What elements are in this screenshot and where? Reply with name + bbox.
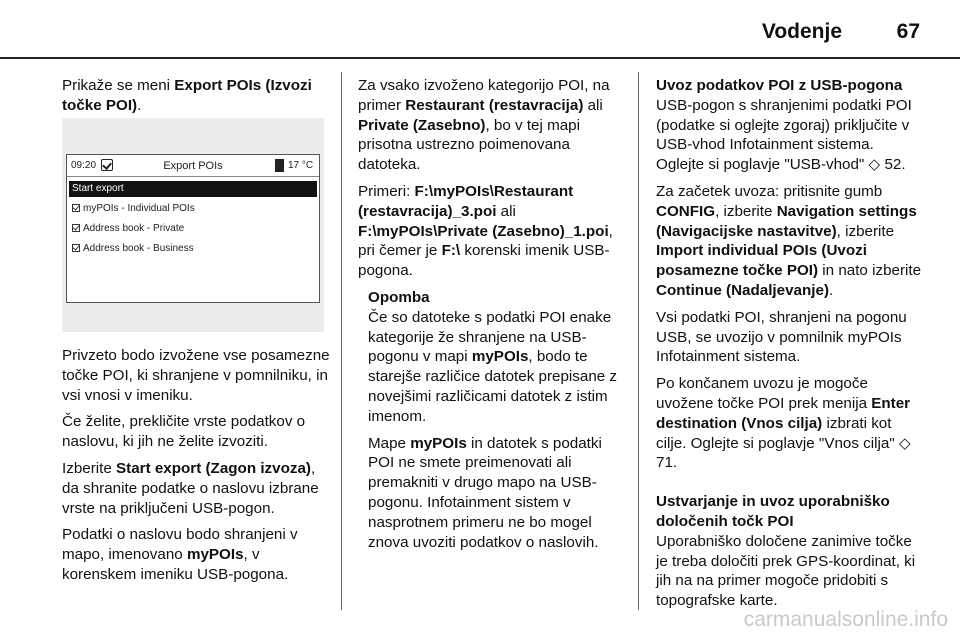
menu-item-label: myPOIs - Individual POIs [83,203,195,214]
column-divider [341,72,342,610]
button-name: CONFIG [656,202,716,220]
column-1-body [62,346,330,592]
paragraph [656,182,926,301]
screen-image [62,118,324,332]
menu-item-address-business[interactable] [69,241,317,257]
file-path: F:\myPOIs\Private (Zasebno)_1.poi [358,222,609,240]
text: izbrati kot cilje. Oglejte si poglavje "Vnos cilja" [656,414,899,452]
text: ali [583,96,603,114]
header-rule [0,57,960,59]
page-reference-link[interactable]: ◇ 71. [656,434,911,472]
paragraph [62,525,330,584]
text: , izberite [715,202,777,220]
menu-name: Continue (Nadaljevanje) [656,281,829,299]
category-name: Private (Zasebno) [358,116,486,134]
page-reference-link[interactable]: ◇ 52. [868,156,906,174]
screen-title: Export POIs [163,160,223,172]
text: Izberite [62,459,117,477]
menu-name: Enter destination (Vnos cilja) [656,394,911,432]
command-name: Start export (Zagon izvoza) [116,459,311,477]
text: . [137,96,142,114]
paragraph [656,374,926,473]
column-3 [656,76,926,618]
paragraph [358,76,624,175]
paragraph [62,459,330,518]
paragraph: Uporabniško določene zanimive točke je treba določiti prek GPS-koordinat, ki jih na na primer mogoče pridobiti s topografske karte. [656,532,916,610]
menu-item-mypois[interactable] [69,201,317,217]
checkbox-icon[interactable] [72,224,80,232]
checkbox-icon[interactable] [72,244,80,252]
text: Za vsako izvoženo kategorijo POI, na primer [358,77,610,114]
infotainment-screen [66,154,320,303]
text: in nato izberite [818,262,922,280]
text: , izberite [836,222,895,240]
text: , pri čemer je [358,222,613,260]
note-paragraph [368,434,624,553]
text: korenski imenik USB-pogona. [358,242,610,280]
menu-item-label: Start export [72,183,124,194]
paragraph: Če želite, prekličite vrste podatkov o naslovu, ki jih ne želite izvoziti. [62,413,306,451]
paragraph: Privzeto bodo izvožene vse posamezne točke POI, ki shranjene v pomnilniku, in vsi vnosi v imeniku. [62,347,330,404]
text: , da shranite podatke o naslovu izbrane vrste na priključeni USB-pogon. [62,459,319,517]
watermark: carmanualsonline.info [743,608,948,631]
menu-item-label: Address book - Business [83,243,194,254]
text: Primeri: [358,182,415,200]
menu-name: Import individual POIs (Uvozi posamezne točke POI) [656,242,867,280]
text: Če so datoteke s podatki POI enake kategorije že shranjene na USB-pogonu v mapi [368,308,612,366]
column-1 [62,76,330,123]
page-section-title: Vodenje [761,20,842,43]
note-title: Opomba [368,288,430,306]
text: , v korenskem imeniku USB-pogona. [62,546,289,583]
menu-item-start-export[interactable] [69,181,317,197]
text: ali [496,202,516,220]
text: Mape [368,434,411,452]
thermometer-icon [275,159,284,172]
category-name: Restaurant (restavracija) [405,96,584,114]
folder-name: myPOIs [471,348,529,366]
text: . [829,281,834,299]
folder-name: myPOIs [186,546,244,564]
menu-name: Export POIs (Izvozi točke POI) [62,77,312,114]
text: , bo v tej mapi prisotna ustrezno poimenovana datoteka. [358,116,580,174]
text: USB-pogon s shranjenimi podatki POI (podatke si oglejte zgoraj) priključite v USB-vhod Infotainment sistema. Oglejte si poglavje "USB-vhod" [656,96,912,174]
file-path: F:\myPOIs\Restaurant (restavracija)_3.poi [358,182,574,220]
menu-item-label: Address book - Private [83,223,185,234]
column-2 [358,76,624,559]
spacer [656,480,926,492]
screen-status-bar [67,155,319,177]
column-divider [638,72,639,610]
text: Za začetek uvoza: pritisnite gumb [656,182,883,200]
folder-name: myPOIs [410,434,467,452]
text: Prikaže se meni [62,77,175,94]
text: Po končanem uvozu je mogoče uvožene točke POI prek menija [656,375,872,412]
section-heading-custom: Ustvarjanje in uvoz uporabniško določenih točk POI [656,493,890,530]
text: in datotek s podatki POI ne smete preimenovati ali premakniti v drugo mapo na USB-pogonu. Infotainment sistem v nasprotnem primeru ne bo mogel znova uvoziti podatkov o naslovih. [368,434,602,551]
menu-item-address-private[interactable] [69,221,317,237]
root-path: F:\ [441,242,461,260]
screen-temperature: 17 °C [288,160,314,171]
text: Podatki o naslovu bodo shranjeni v mapo, imenovano [62,526,298,564]
note-box [358,288,624,552]
screen-time: 09:20 [71,160,97,171]
text: , bodo te starejše različice datotek prepisane z novejšimi različicami datotek z istim imenom. [368,348,618,425]
paragraph [656,96,926,175]
note-paragraph [368,308,624,427]
intro-paragraph [62,76,330,116]
page-number: 67 [896,20,920,43]
page-header [0,18,960,46]
paragraph: Vsi podatki POI, shranjeni na pogonu USB, se uvozijo v pomnilnik myPOIs Infotainment sistema. [656,308,907,366]
paragraph [358,182,624,281]
menu-name: Navigation settings (Navigacijske nastavitve) [656,202,917,240]
checkbox-icon[interactable] [72,204,80,212]
section-heading-import: Uvoz podatkov POI z USB-pogona [656,77,903,94]
